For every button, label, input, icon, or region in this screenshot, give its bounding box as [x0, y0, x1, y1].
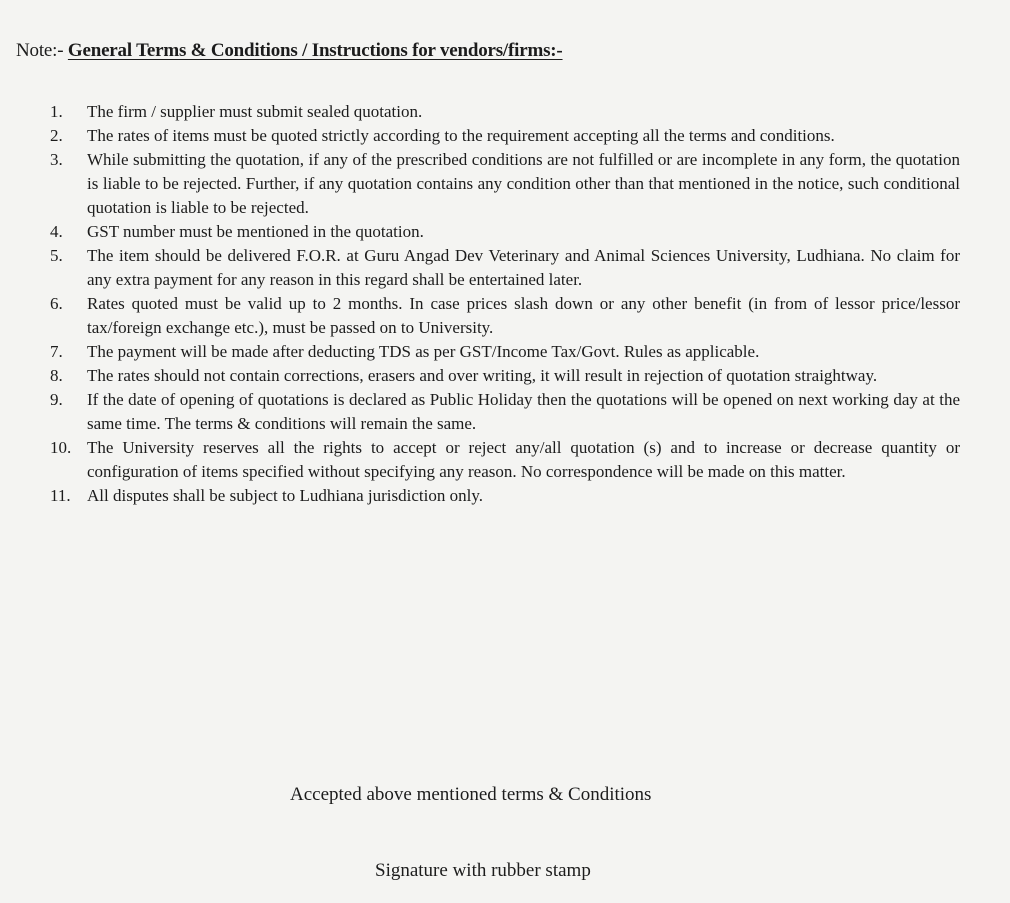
term-item	[50, 124, 960, 148]
term-text: If the date of opening of quotations is declared as Public Holiday then the quotations will be opened on next working day at the same time. The terms & conditions will remain the same.	[87, 390, 960, 433]
term-number: 7.	[50, 342, 63, 361]
term-text: The item should be delivered F.O.R. at Guru Angad Dev Veterinary and Animal Sciences University, Ludhiana. No claim for any extra payment for any reason in this regard shall be entertained later.	[87, 246, 960, 289]
term-text: GST number must be mentioned in the quotation.	[87, 222, 424, 241]
term-text: The firm / supplier must submit sealed quotation.	[87, 102, 423, 121]
term-number: 9.	[50, 390, 63, 409]
term-number: 4.	[50, 222, 63, 241]
term-item	[50, 340, 960, 364]
note-heading: General Terms & Conditions / Instructions for vendors/firms:-	[67, 40, 563, 61]
signature-line: Signature with rubber stamp	[375, 860, 591, 881]
term-number: 8.	[50, 366, 63, 385]
term-number: 6.	[50, 294, 63, 313]
term-text: The University reserves all the rights to accept or reject any/all quotation (s) and to increase or decrease quantity or configuration of items specified without specifying any reason. No correspondence will be made on this matter.	[87, 438, 960, 481]
term-item	[50, 292, 960, 340]
term-number: 10.	[50, 438, 72, 457]
term-item	[50, 388, 960, 436]
term-item	[50, 100, 960, 124]
term-item	[50, 220, 960, 244]
term-item	[50, 364, 960, 388]
term-number: 1.	[50, 102, 63, 121]
term-number: 11.	[50, 486, 71, 505]
term-item	[50, 244, 960, 292]
term-number: 5.	[50, 246, 63, 265]
term-item	[50, 484, 960, 508]
term-text: The payment will be made after deducting TDS as per GST/Income Tax/Govt. Rules as applicable.	[87, 342, 760, 361]
term-item	[50, 148, 960, 220]
terms-list	[50, 100, 960, 508]
note-prefix: Note:-	[16, 40, 68, 61]
acceptance-line: Accepted above mentioned terms & Conditions	[290, 784, 652, 805]
term-text: The rates should not contain corrections, erasers and over writing, it will result in rejection of quotation straightway.	[87, 366, 878, 385]
term-text: Rates quoted must be valid up to 2 months. In case prices slash down or any other benefit (in from of lessor price/lessor tax/foreign exchange etc.), must be passed on to University.	[87, 294, 960, 337]
term-text: All disputes shall be subject to Ludhiana jurisdiction only.	[87, 486, 483, 505]
term-number: 2.	[50, 126, 63, 145]
note-line	[16, 40, 563, 62]
term-text: While submitting the quotation, if any of the prescribed conditions are not fulfilled or are incomplete in any form, the quotation is liable to be rejected. Further, if any quotation contains any condition other than that mentioned in the notice, such conditional quotation is liable to be rejected.	[87, 150, 960, 217]
term-text: The rates of items must be quoted strictly according to the requirement accepting all the terms and conditions.	[87, 126, 835, 145]
term-item	[50, 436, 960, 484]
term-number: 3.	[50, 150, 63, 169]
